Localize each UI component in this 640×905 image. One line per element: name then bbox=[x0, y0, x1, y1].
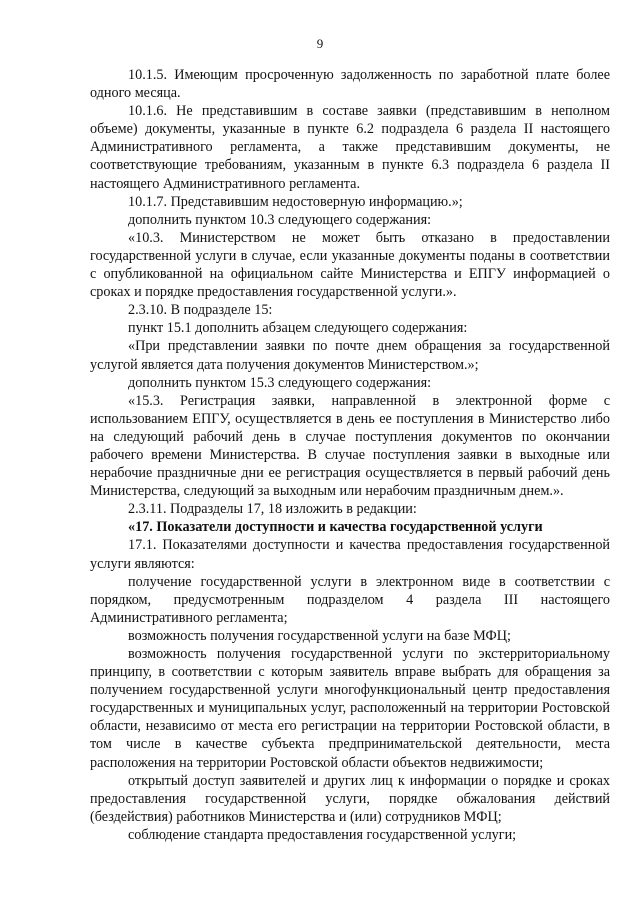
paragraph: 2.3.10. В подразделе 15: bbox=[128, 302, 273, 319]
paragraph: возможность получения государственной услуги по экстерриториальному принципу, в соответствии с которым заявитель вправе выбрать для обращения за получением государственной услуги многофункциональный центр предоставления государственных и муниципальных услуг, расположенный на территории Ростовской области, независимо от места его регистрации на территории Ростовской области, в том числе в качестве субъекта предпринимательской деятельности, места расположения на территории Ростовской области объектов недвижимости; bbox=[90, 646, 610, 771]
paragraph: 10.1.5. Имеющим просроченную задолженность по заработной плате более одного месяца. bbox=[90, 67, 610, 102]
paragraph: пункт 15.1 дополнить абзацем следующего содержания: bbox=[128, 320, 468, 337]
paragraph: соблюдение стандарта предоставления государственной услуги; bbox=[128, 826, 517, 843]
section-heading: «17. Показатели доступности и качества государственной услуги bbox=[128, 519, 543, 536]
page-number: 9 bbox=[316, 36, 324, 51]
paragraph: возможность получения государственной услуги на базе МФЦ; bbox=[128, 627, 511, 644]
paragraph: получение государственной услуги в электронном виде в соответствии с порядком, предусмотренным подразделом 4 раздела III настоящего Административного регламента; bbox=[90, 573, 610, 626]
paragraph: 10.1.6. Не представившим в составе заявки (представившим в неполном объеме) документы, указанные в пункте 6.2 подраздела 6 раздела II настоящего Административного регламента, а также представившим документы, не соответствующие требованиям, указанным в пункте 6.3 подраздела 6 раздела II настоящего Административного регламента. bbox=[90, 103, 610, 192]
paragraph: дополнить пунктом 15.3 следующего содержания: bbox=[128, 374, 432, 391]
paragraph: «При представлении заявки по почте днем обращения за государственной услугой является дата получения документов Министерством.»; bbox=[90, 338, 610, 373]
paragraph: дополнить пунктом 10.3 следующего содержания: bbox=[128, 211, 432, 228]
paragraph: «15.3. Регистрация заявки, направленной в электронной форме с использованием ЕПГУ, осуществляется в день ее поступления в Министерство либо на следующий рабочий день в случае поступления документов по окончании рабочего времени Министерства. В случае поступления заявки в выходные или нерабочие праздничные дни ее регистрация осуществляется в первый рабочий день Министерства, следующий за выходным или нерабочим праздничным днем.». bbox=[90, 392, 610, 500]
paragraph: 2.3.11. Подразделы 17, 18 изложить в редакции: bbox=[128, 501, 417, 518]
paragraph: 17.1. Показателями доступности и качества предоставления государственной услуги являются: bbox=[90, 537, 610, 572]
paragraph: 10.1.7. Представившим недостоверную информацию.»; bbox=[128, 193, 463, 210]
paragraph: «10.3. Министерством не может быть отказано в предоставлении государственной услуги в случае, если указанные документы поданы в соответствии с опубликованной на официальном сайте Министерства и ЕПГУ информацией о сроках и порядке предоставления государственной услуги.». bbox=[90, 229, 610, 301]
document-body bbox=[90, 66, 610, 844]
paragraph: открытый доступ заявителей и других лиц к информации о порядке и сроках предоставления государственной услуги, порядке обжалования действий (бездействия) работников Министерства и (или) сотрудников МФЦ; bbox=[90, 772, 610, 825]
